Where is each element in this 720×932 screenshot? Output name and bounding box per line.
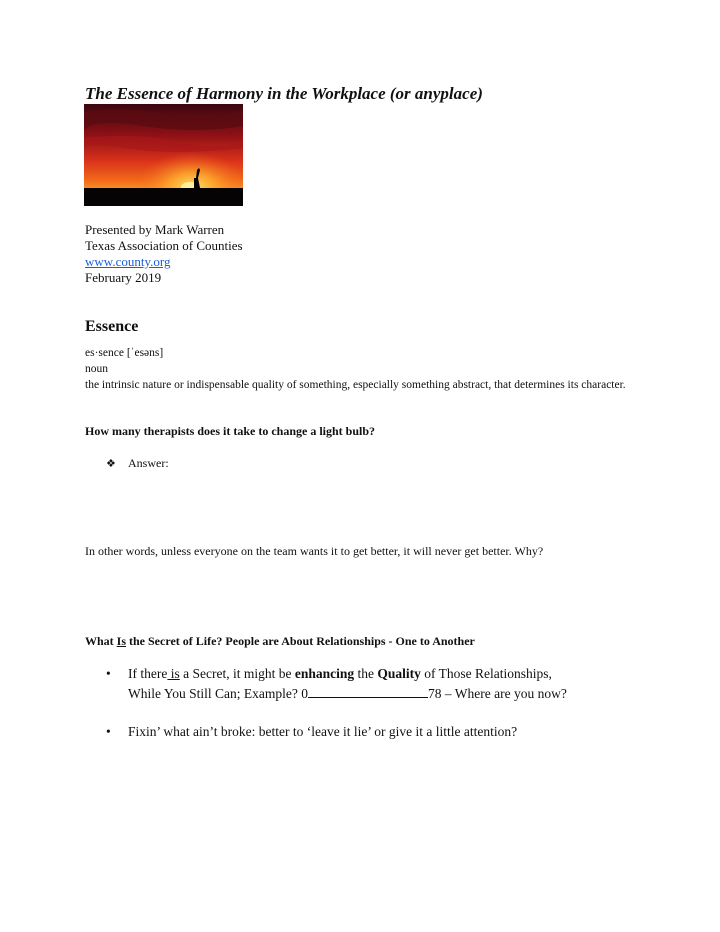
bullet-dot-icon: •: [106, 666, 111, 681]
sunset-giraffe-image: [84, 104, 243, 206]
secret-heading-is: Is: [116, 634, 127, 648]
bullet-dot-icon: •: [106, 724, 111, 739]
bullet-text: [128, 664, 567, 704]
bullet-1-enhancing: enhancing: [294, 666, 355, 681]
presenter-text: Presented by Mark Warren: [85, 222, 225, 237]
answer-item: [106, 456, 169, 471]
bullet-1-text-a: If there: [128, 666, 168, 681]
list-item: [106, 664, 626, 708]
bullet-1-text-b: a Secret, it might be: [179, 666, 295, 681]
answer-label: Answer:: [128, 456, 169, 470]
bullet-1-the: the: [354, 666, 378, 681]
part-of-speech: noun: [85, 363, 108, 375]
other-words-text: In other words, unless everyone on the team wants it to get better, it will never get better. Why?: [85, 544, 544, 558]
secret-heading: [85, 634, 475, 649]
definition-text: the intrinsic nature or indispensable quality of something, especially something abstract, that determines its character.: [85, 379, 626, 391]
phonetic-text: es·sence [ˈesəns]: [85, 347, 164, 359]
page-title: The Essence of Harmony in the Workplace (or anyplace): [85, 84, 483, 103]
website-link[interactable]: www.county.org: [85, 254, 171, 269]
bullet-1-line2-a: While You Still Can; Example? 0: [128, 686, 308, 701]
secret-heading-pre: What: [85, 634, 117, 648]
essence-heading: Essence: [85, 318, 139, 335]
diamond-bullet-icon: ❖: [106, 458, 116, 470]
list-item: [106, 722, 626, 744]
fill-in-blank: [308, 685, 428, 698]
organization-text: Texas Association of Counties: [85, 238, 243, 253]
bullet-1-line2-b: 78 – Where are you now?: [428, 686, 567, 701]
sunset-photo: [84, 104, 243, 206]
therapist-question: How many therapists does it take to change a light bulb?: [85, 424, 376, 438]
bullet-1-is: is: [167, 666, 180, 681]
secret-heading-post: the Secret of Life? People are About Relationships - One to Another: [126, 634, 475, 648]
bullet-2-text: Fixin’ what ain’t broke: better to ‘leave it lie’ or give it a little attention?: [128, 724, 518, 739]
bullet-1-quality: Quality: [377, 666, 421, 681]
date-text: February 2019: [85, 270, 162, 285]
bullet-1-text-c: of Those Relationships,: [420, 666, 552, 681]
